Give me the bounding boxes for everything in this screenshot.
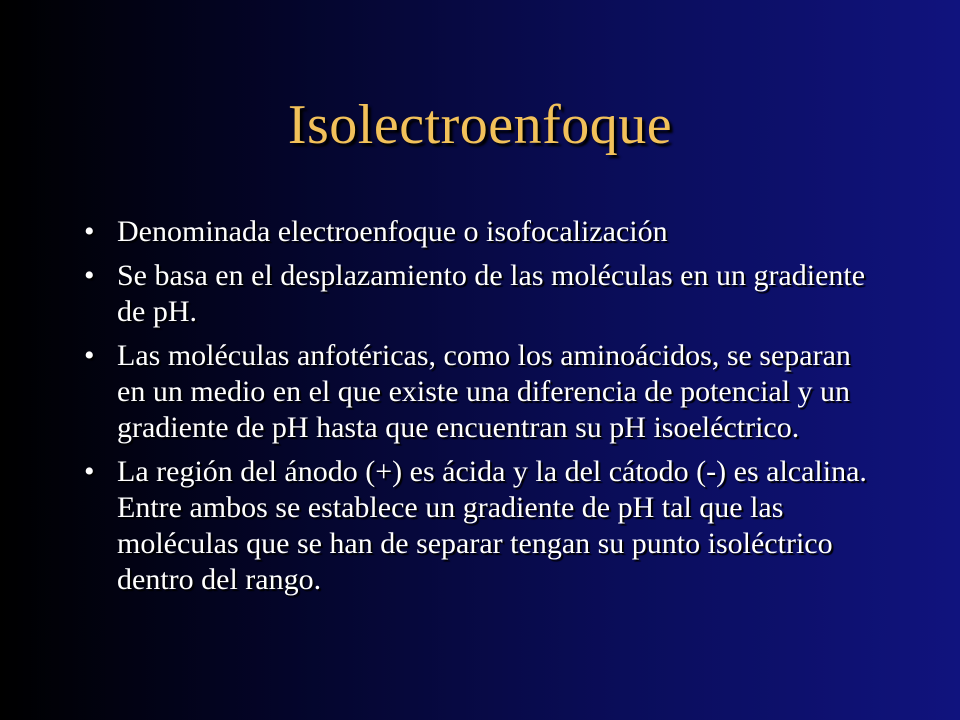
bullet-text: Las moléculas anfotéricas, como los aminoácidos, se separan en un medio en el que existe una diferencia de potencial y un gradiente de pH hasta que encuentran su pH isoeléctrico. bbox=[117, 339, 851, 444]
bullet-text: Denominada electroenfoque o isofocalización bbox=[117, 215, 668, 248]
bullet-icon: • bbox=[84, 455, 95, 488]
bullet-item bbox=[80, 338, 880, 446]
slide-title: Isolectroenfoque bbox=[287, 94, 673, 156]
bullet-item bbox=[80, 454, 880, 598]
bullet-icon: • bbox=[84, 259, 95, 292]
bullet-text: Se basa en el desplazamiento de las moléculas en un gradiente de pH. bbox=[117, 259, 866, 328]
bullet-icon: • bbox=[84, 215, 95, 248]
bullet-text: La región del ánodo (+) es ácida y la del cátodo (-) es alcalina. Entre ambos se establece un gradiente de pH tal que las moléculas que se han de separar tengan su punto isoléctrico dentro del rango. bbox=[117, 455, 867, 596]
bullet-item bbox=[80, 214, 880, 250]
bullet-icon: • bbox=[84, 339, 95, 372]
bullet-list bbox=[80, 214, 880, 606]
bullet-item bbox=[80, 258, 880, 330]
